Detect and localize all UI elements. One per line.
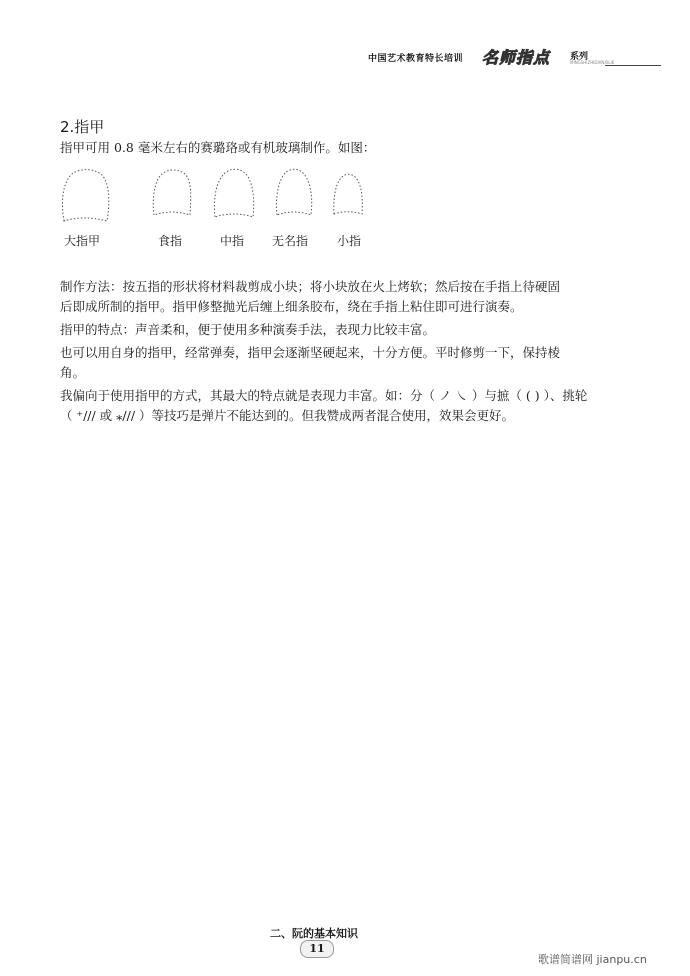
page-number: 11: [300, 940, 334, 958]
footer-chapter-title: 二、阮的基本知识: [270, 927, 358, 940]
nail-label-middle: 中指: [220, 234, 245, 248]
nail-label-thumb: 大指甲: [64, 234, 101, 248]
header-rule: [605, 65, 661, 66]
watermark: 歌谱简谱网 jianpu.cn: [538, 953, 647, 966]
paragraph-own-nails-line1: 也可以用自身的指甲，经常弹奏，指甲会逐渐坚硬起来，十分方便。平时修剪一下，保持棱: [60, 345, 561, 360]
paragraph-method-line1: 制作方法：按五指的形状将材料裁剪成小块；将小块放在火上烤软；然后按在手指上待硬固: [60, 279, 561, 294]
little-finger-nail-illustration: [331, 172, 365, 218]
paragraph-features: 指甲的特点：声音柔和，便于使用多种演奏手法，表现力比较丰富。: [60, 322, 436, 337]
paragraph-preference-line1: 我偏向于使用指甲的方式，其最大的特点就是表现力丰富。如：分（ ノ ㇏ ）与摭（ ( ) ）、挑轮: [60, 388, 588, 403]
header-training-title: 中国艺术教育特长培训: [368, 54, 464, 64]
nail-label-ring: 无名指: [272, 234, 309, 248]
paragraph-method-line2: 后即成所制的指甲。指甲修整抛光后缠上细条胶布，绕在手指上粘住即可进行演奏。: [60, 299, 523, 314]
header-small-print: MINGSHIZHIDIANXILIE: [570, 60, 615, 65]
nail-label-little: 小指: [337, 234, 362, 248]
nail-label-index: 食指: [158, 234, 183, 248]
series-label: 系列: [570, 52, 589, 62]
ring-finger-nail-illustration: [273, 167, 315, 219]
thumb-nail-illustration: [60, 167, 112, 225]
paragraph-own-nails-line2: 角。: [60, 365, 86, 380]
middle-finger-nail-illustration: [211, 167, 257, 221]
section-title: 2.指甲: [60, 118, 105, 136]
section-intro: 指甲可用 0.8 毫米左右的赛璐珞或有机玻璃制作。如图：: [60, 140, 376, 155]
paragraph-preference-line2: （ ⁺/// 或 ⁎/// ）等技巧是弹片不能达到的。但我赞成两者混合使用，效果会更好。: [60, 408, 515, 423]
series-logo: 名师指点: [482, 48, 551, 67]
index-finger-nail-illustration: [150, 167, 194, 219]
